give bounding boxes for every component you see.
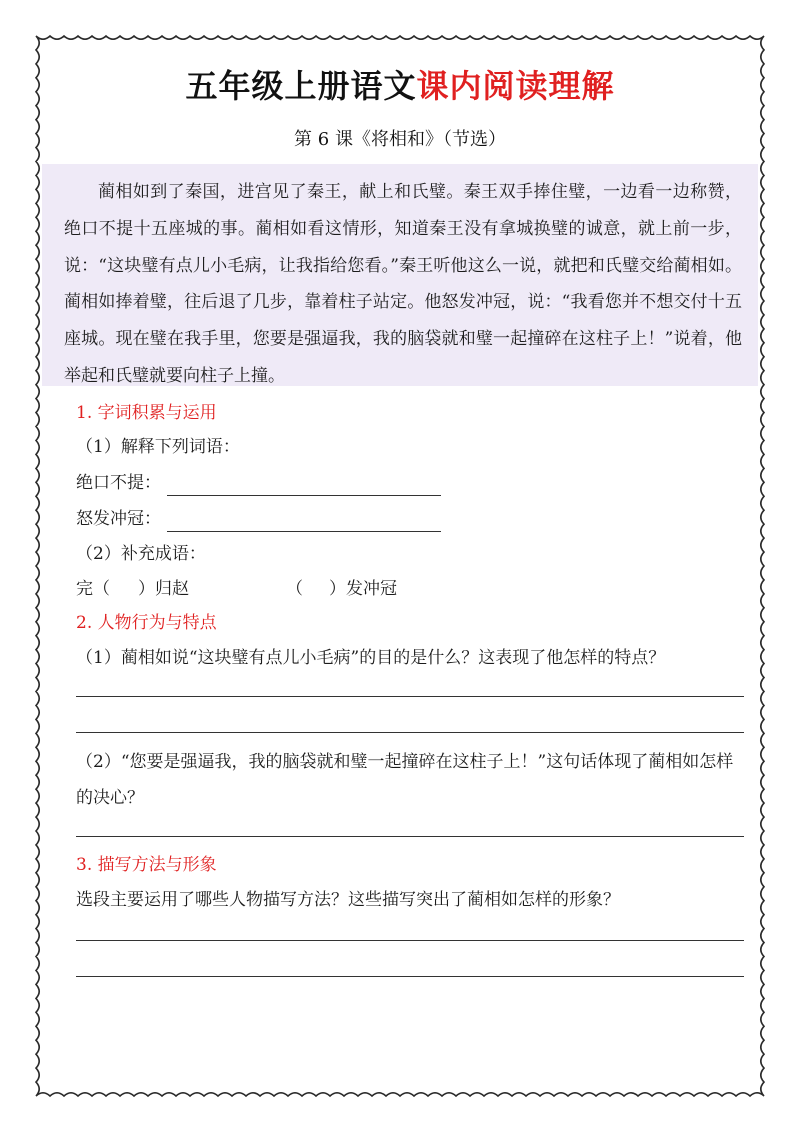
idiom1-prefix: 完（ bbox=[76, 579, 110, 599]
answer-blank-word2[interactable] bbox=[167, 513, 441, 532]
title-topic: 课内阅读理解 bbox=[416, 67, 615, 105]
lesson-subtitle: 第 6 课《将相和》（节选） bbox=[294, 129, 506, 150]
title-grade-subject: 五年级上册语文 bbox=[185, 67, 417, 105]
word-jue-kou-bu-ti: 绝口不提： bbox=[76, 473, 161, 493]
idiom2-prefix: （ bbox=[286, 579, 303, 599]
word-nu-fa-chong-guan: 怒发冲冠： bbox=[76, 509, 161, 529]
word-explain-row-2 bbox=[76, 506, 441, 532]
idiom2-suffix: ）发冲冠 bbox=[329, 579, 397, 599]
section3-question: 选段主要运用了哪些人物描写方法？这些描写突出了蔺相如怎样的形象？ bbox=[76, 890, 620, 910]
section1-q2-label: （2）补充成语： bbox=[76, 544, 206, 564]
idiom-row-2 bbox=[286, 576, 397, 602]
answer-line-3a[interactable] bbox=[76, 940, 744, 941]
idiom-row-1 bbox=[76, 576, 189, 602]
answer-line-2-2[interactable] bbox=[76, 836, 744, 837]
reading-passage-box bbox=[42, 164, 758, 386]
section1-q1-label: （1）解释下列词语： bbox=[76, 437, 240, 457]
section1-heading: 1. 字词积累与运用 bbox=[76, 403, 217, 423]
answer-blank-word1[interactable] bbox=[167, 477, 441, 496]
section2-q2: （2）“您要是强逼我，我的脑袋就和璧一起撞碎在这柱子上！”这句话体现了蔺相如怎样的决心？ bbox=[76, 752, 734, 808]
section3-heading: 3. 描写方法与形象 bbox=[76, 855, 217, 875]
section2-heading: 2. 人物行为与特点 bbox=[76, 613, 217, 633]
answer-line-2-1b[interactable] bbox=[76, 732, 744, 733]
section2-q1: （1）蔺相如说“这块璧有点儿小毛病”的目的是什么？这表现了他怎样的特点？ bbox=[76, 648, 666, 668]
answer-line-2-1a[interactable] bbox=[76, 696, 744, 697]
idiom1-suffix: ）归赵 bbox=[138, 579, 189, 599]
passage-text: 蔺相如到了秦国，进宫见了秦王，献上和氏璧。秦王双手捧住璧，一边看一边称赞，绝口不提十五座城的事。蔺相如看这情形，知道秦王没有拿城换璧的诚意，就上前一步，说：“这块璧有点儿小毛病，让我指给您看。”秦王听他这么一说，就把和氏璧交给蔺相如。蔺相如捧着璧，往后退了几步，靠着柱子站定。他怒发冲冠，说：“我看您并不想交付十五座城。现在璧在我手里，您要是强逼我，我的脑袋就和璧一起撞碎在这柱子上！”说着，他举起和氏璧就要向柱子上撞。 bbox=[64, 182, 742, 386]
page-title bbox=[0, 64, 800, 108]
answer-line-3b[interactable] bbox=[76, 976, 744, 977]
word-explain-row-1 bbox=[76, 470, 441, 496]
